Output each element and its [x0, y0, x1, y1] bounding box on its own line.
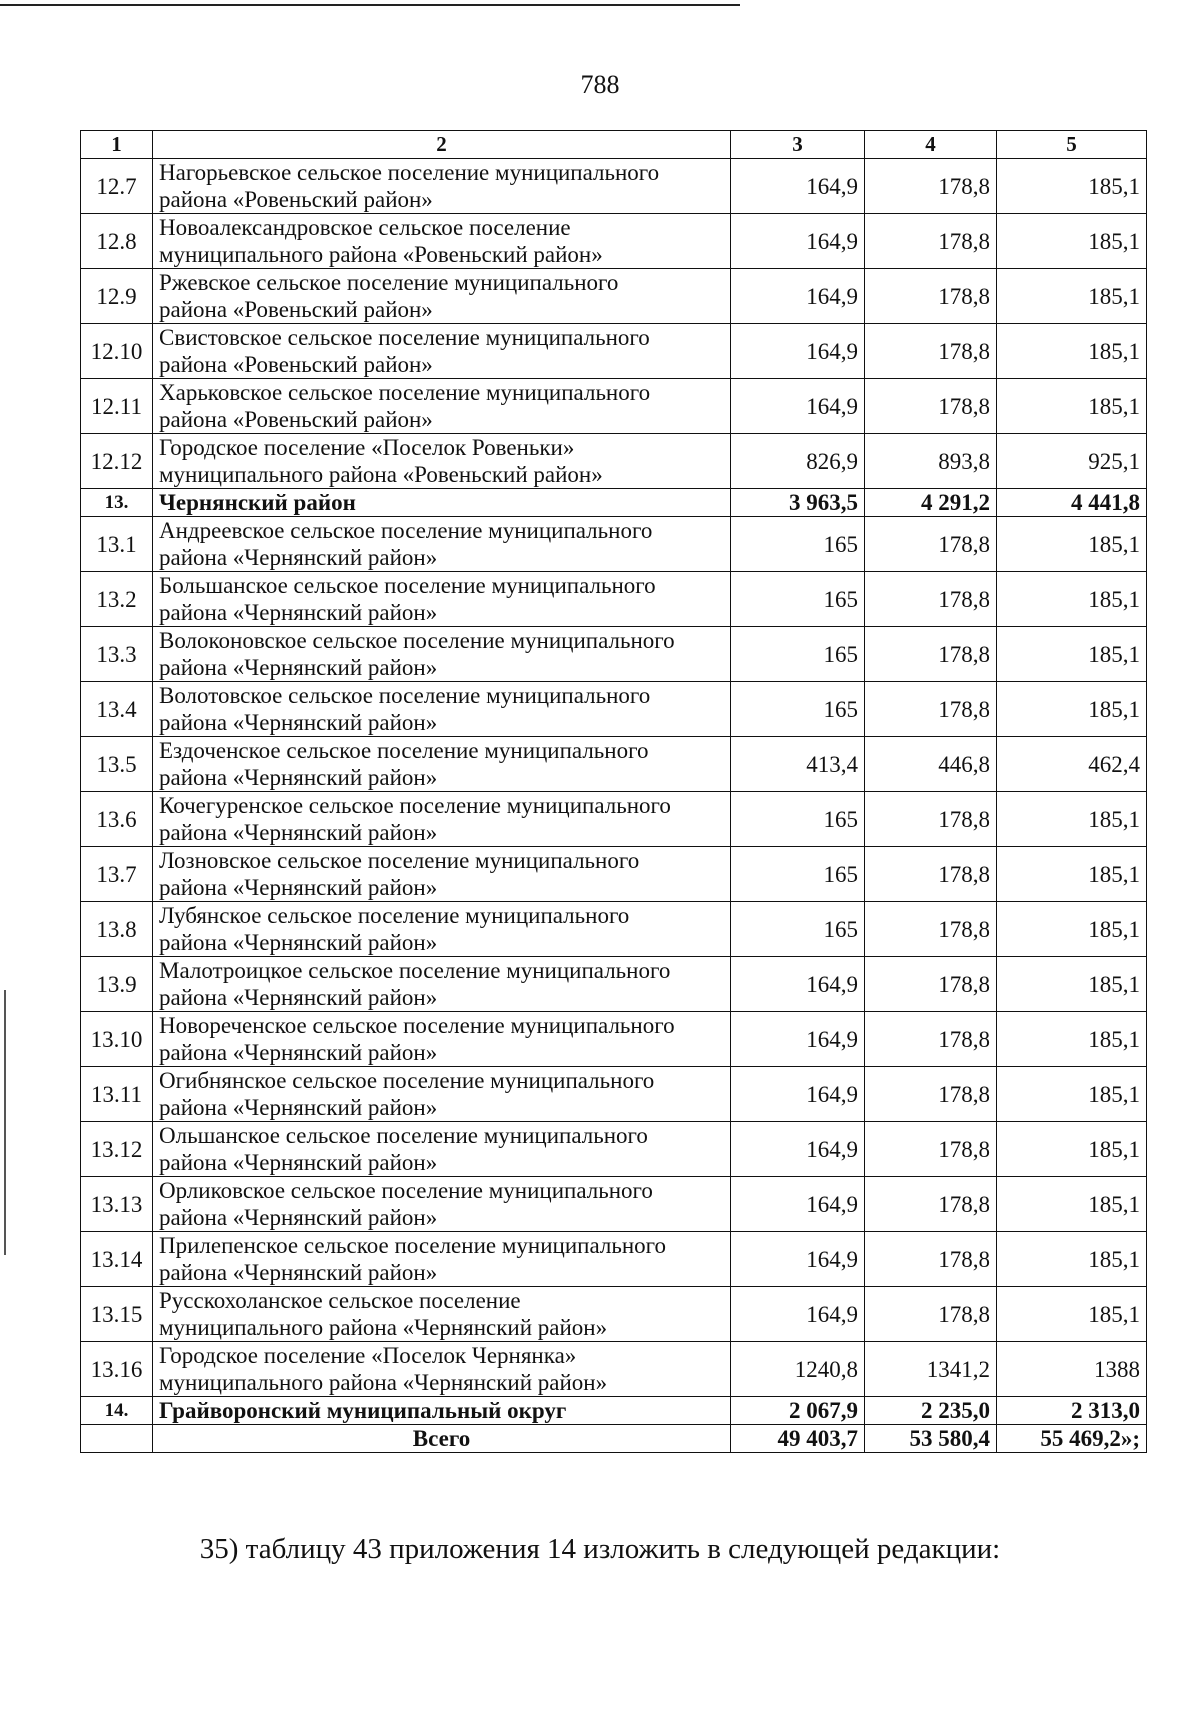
value-col5: 185,1: [997, 159, 1147, 214]
row-number: 13.12: [81, 1122, 153, 1177]
settlement-name: Малотроицкое сельское поселение муниципального района «Чернянский район»: [153, 957, 731, 1012]
row-number: 13.15: [81, 1287, 153, 1342]
grand-total-row: [81, 1425, 1147, 1453]
row-number: 13.4: [81, 682, 153, 737]
settlement-name: Волоконовское сельское поселение муниципального района «Чернянский район»: [153, 627, 731, 682]
settlement-name: Нагорьевское сельское поселение муниципального района «Ровеньский район»: [153, 159, 731, 214]
value-col5: 185,1: [997, 957, 1147, 1012]
value-col5: 185,1: [997, 517, 1147, 572]
value-col3: 3 963,5: [731, 489, 865, 517]
value-col3: 164,9: [731, 324, 865, 379]
district-total-row: [81, 489, 1147, 517]
row-number: 13.9: [81, 957, 153, 1012]
table-row: [81, 1232, 1147, 1287]
value-col5: 462,4: [997, 737, 1147, 792]
value-col5: 185,1: [997, 627, 1147, 682]
row-number: 13.6: [81, 792, 153, 847]
row-number: 13.: [81, 489, 153, 517]
settlement-name: Прилепенское сельское поселение муниципального района «Чернянский район»: [153, 1232, 731, 1287]
value-col5: 185,1: [997, 902, 1147, 957]
value-col4: 4 291,2: [865, 489, 997, 517]
grand-total-label: Всего: [153, 1425, 731, 1453]
header-cell: 5: [997, 131, 1147, 159]
row-number: 13.13: [81, 1177, 153, 1232]
table-row: [81, 792, 1147, 847]
row-number: 13.10: [81, 1012, 153, 1067]
value-col5: 185,1: [997, 682, 1147, 737]
value-col5: 185,1: [997, 792, 1147, 847]
value-col5: 925,1: [997, 434, 1147, 489]
table-row: [81, 682, 1147, 737]
header-cell: 2: [153, 131, 731, 159]
value-col4: 178,8: [865, 792, 997, 847]
value-col4: 178,8: [865, 1012, 997, 1067]
table-row: [81, 1287, 1147, 1342]
row-number: 13.16: [81, 1342, 153, 1397]
district-total-row: [81, 1397, 1147, 1425]
value-col5: 185,1: [997, 1287, 1147, 1342]
settlement-name: Ольшанское сельское поселение муниципального района «Чернянский район»: [153, 1122, 731, 1177]
value-col3: 165: [731, 627, 865, 682]
value-col4: 178,8: [865, 1287, 997, 1342]
header-cell: 3: [731, 131, 865, 159]
table-row: [81, 737, 1147, 792]
value-col4: 2 235,0: [865, 1397, 997, 1425]
value-col4: 178,8: [865, 1067, 997, 1122]
row-number: 12.11: [81, 379, 153, 434]
value-col4: 178,8: [865, 324, 997, 379]
value-col3: 2 067,9: [731, 1397, 865, 1425]
value-col3: 164,9: [731, 159, 865, 214]
settlement-name: Ездоченское сельское поселение муниципального района «Чернянский район»: [153, 737, 731, 792]
value-col5: 185,1: [997, 1232, 1147, 1287]
value-col3: 165: [731, 517, 865, 572]
table-row: [81, 847, 1147, 902]
empty-cell: [81, 1425, 153, 1453]
row-number: 13.11: [81, 1067, 153, 1122]
value-col4: 178,8: [865, 214, 997, 269]
value-col3: 165: [731, 792, 865, 847]
table-row: [81, 902, 1147, 957]
table-row: [81, 159, 1147, 214]
value-col5: 185,1: [997, 214, 1147, 269]
settlement-name: Русскохоланское сельское поселение муниципального района «Чернянский район»: [153, 1287, 731, 1342]
value-col3: 1240,8: [731, 1342, 865, 1397]
settlement-name: Новореченское сельское поселение муниципального района «Чернянский район»: [153, 1012, 731, 1067]
settlement-name: Волотовское сельское поселение муниципального района «Чернянский район»: [153, 682, 731, 737]
header-cell: 1: [81, 131, 153, 159]
value-col3: 164,9: [731, 957, 865, 1012]
value-col4: 178,8: [865, 1122, 997, 1177]
value-col5: 4 441,8: [997, 489, 1147, 517]
value-col5: 185,1: [997, 324, 1147, 379]
grand-total-col3: 49 403,7: [731, 1425, 865, 1453]
value-col4: 178,8: [865, 1232, 997, 1287]
settlement-name: Харьковское сельское поселение муниципального района «Ровеньский район»: [153, 379, 731, 434]
value-col4: 178,8: [865, 517, 997, 572]
value-col3: 165: [731, 572, 865, 627]
value-col5: 185,1: [997, 1067, 1147, 1122]
value-col5: 185,1: [997, 269, 1147, 324]
value-col3: 164,9: [731, 1177, 865, 1232]
table-row: [81, 627, 1147, 682]
settlement-name: Городское поселение «Поселок Чернянка» муниципального района «Чернянский район»: [153, 1342, 731, 1397]
row-number: 13.7: [81, 847, 153, 902]
settlement-name: Грайворонский муниципальный округ: [153, 1397, 731, 1425]
table-row: [81, 1122, 1147, 1177]
table-row: [81, 1342, 1147, 1397]
value-col4: 178,8: [865, 1177, 997, 1232]
table-row: [81, 324, 1147, 379]
value-col5: 185,1: [997, 379, 1147, 434]
value-col4: 178,8: [865, 682, 997, 737]
value-col3: 413,4: [731, 737, 865, 792]
settlement-name: Большанское сельское поселение муниципального района «Чернянский район»: [153, 572, 731, 627]
allocation-table: [80, 130, 1147, 1453]
settlement-name: Новоалександровское сельское поселение муниципального района «Ровеньский район»: [153, 214, 731, 269]
settlement-name: Городское поселение «Поселок Ровеньки» муниципального района «Ровеньский район»: [153, 434, 731, 489]
table-row: [81, 269, 1147, 324]
table-row: [81, 1067, 1147, 1122]
value-col5: 185,1: [997, 1122, 1147, 1177]
grand-total-col5: 55 469,2»;: [997, 1425, 1147, 1453]
table-row: [81, 572, 1147, 627]
row-number: 12.10: [81, 324, 153, 379]
value-col4: 178,8: [865, 957, 997, 1012]
row-number: 12.12: [81, 434, 153, 489]
value-col4: 178,8: [865, 847, 997, 902]
header-cell: 4: [865, 131, 997, 159]
top-rule: [0, 4, 740, 6]
value-col3: 164,9: [731, 1287, 865, 1342]
row-number: 13.5: [81, 737, 153, 792]
table-row: [81, 1012, 1147, 1067]
value-col5: 2 313,0: [997, 1397, 1147, 1425]
settlement-name: Лубянское сельское поселение муниципального района «Чернянский район»: [153, 902, 731, 957]
settlement-name: Андреевское сельское поселение муниципального района «Чернянский район»: [153, 517, 731, 572]
settlement-name: Огибнянское сельское поселение муниципального района «Чернянский район»: [153, 1067, 731, 1122]
grand-total-col4: 53 580,4: [865, 1425, 997, 1453]
settlement-name: Чернянский район: [153, 489, 731, 517]
row-number: 12.9: [81, 269, 153, 324]
value-col3: 164,9: [731, 1067, 865, 1122]
value-col3: 164,9: [731, 214, 865, 269]
row-number: 13.2: [81, 572, 153, 627]
row-number: 13.1: [81, 517, 153, 572]
value-col4: 893,8: [865, 434, 997, 489]
value-col5: 185,1: [997, 1012, 1147, 1067]
value-col3: 164,9: [731, 1122, 865, 1177]
settlement-name: Кочегуренское сельское поселение муниципального района «Чернянский район»: [153, 792, 731, 847]
value-col3: 164,9: [731, 269, 865, 324]
value-col4: 178,8: [865, 572, 997, 627]
value-col3: 165: [731, 847, 865, 902]
settlement-name: Свистовское сельское поселение муниципального района «Ровеньский район»: [153, 324, 731, 379]
table-row: [81, 379, 1147, 434]
settlement-name: Ржевское сельское поселение муниципального района «Ровеньский район»: [153, 269, 731, 324]
table-row: [81, 1177, 1147, 1232]
value-col5: 185,1: [997, 572, 1147, 627]
value-col3: 164,9: [731, 1012, 865, 1067]
value-col5: 1388: [997, 1342, 1147, 1397]
table-row: [81, 957, 1147, 1012]
value-col4: 178,8: [865, 159, 997, 214]
row-number: 12.8: [81, 214, 153, 269]
row-number: 13.8: [81, 902, 153, 957]
value-col4: 446,8: [865, 737, 997, 792]
settlement-name: Лозновское сельское поселение муниципального района «Чернянский район»: [153, 847, 731, 902]
footer-instruction: 35) таблицу 43 приложения 14 изложить в следующей редакции:: [199, 1533, 1001, 1565]
value-col3: 164,9: [731, 379, 865, 434]
page-number: 788: [580, 70, 620, 99]
settlement-name: Орликовское сельское поселение муниципального района «Чернянский район»: [153, 1177, 731, 1232]
value-col5: 185,1: [997, 1177, 1147, 1232]
value-col4: 178,8: [865, 269, 997, 324]
value-col4: 1341,2: [865, 1342, 997, 1397]
value-col5: 185,1: [997, 847, 1147, 902]
value-col3: 826,9: [731, 434, 865, 489]
row-number: 13.14: [81, 1232, 153, 1287]
row-number: 13.3: [81, 627, 153, 682]
value-col4: 178,8: [865, 627, 997, 682]
value-col4: 178,8: [865, 902, 997, 957]
row-number: 12.7: [81, 159, 153, 214]
table-row: [81, 434, 1147, 489]
table-row: [81, 517, 1147, 572]
value-col3: 165: [731, 902, 865, 957]
header-row: [81, 131, 1147, 159]
value-col4: 178,8: [865, 379, 997, 434]
value-col3: 164,9: [731, 1232, 865, 1287]
margin-mark: [4, 990, 6, 1255]
table-row: [81, 214, 1147, 269]
row-number: 14.: [81, 1397, 153, 1425]
value-col3: 165: [731, 682, 865, 737]
